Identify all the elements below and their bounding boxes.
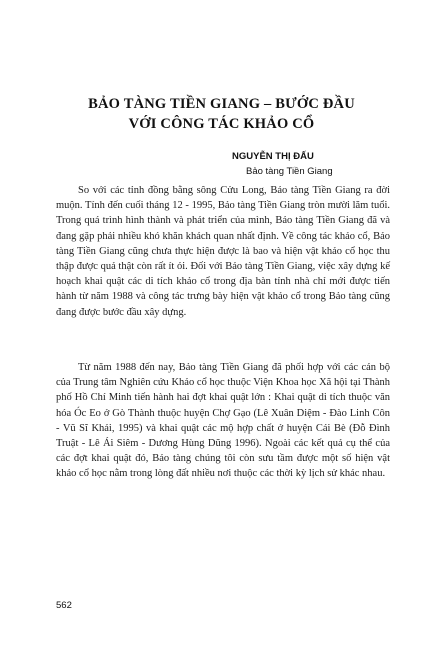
author-affiliation: Bảo tàng Tiền Giang (246, 166, 333, 177)
author-name: NGUYỄN THỊ ĐẤU (232, 151, 314, 162)
body-paragraph-1: So với các tỉnh đồng bằng sông Cửu Long, Bảo tàng Tiền Giang ra đời muộn. Tính đến cuối tháng 12 - 1995, Bảo tàng Tiền Giang tròn mười lăm tuổi. Trong quá trình hình thành và phát triển của mình, Bảo tàng Tiền Giang đã và đang gặp phải nhiều khó khăn khách quan nhất định. Về công tác khảo cổ, Bảo tàng Tiền Giang cũng chưa thực hiện được là bao và hiện vật khảo cổ học thu thập được quả thật còn rất ít ỏi. Đối với Bảo tàng Tiền Giang, việc xây dựng kế hoạch khai quật các di tích khảo cổ trong địa bàn tỉnh nhà chỉ mới được tiến hành từ năm 1988 và công tác trưng bày hiện vật khảo cổ trong Bảo tàng cũng đang được bước đầu xây dựng. (56, 185, 390, 318)
body-paragraph-2: Từ năm 1988 đến nay, Bảo tàng Tiền Giang đã phối hợp với các cán bộ của Trung tâm Nghiên cứu Khảo cổ học thuộc Viện Khoa học Xã hội tại Thành phố Hồ Chí Minh tiến hành hai đợt khai quật lớn : Khai quật di tích thuộc văn hóa Óc Eo ở Gò Thành thuộc huyện Chợ Gạo (Lê Xuân Diệm - Đào Linh Côn - Vũ Sĩ Khải, 1995) và khai quật các mộ hợp chất ở huyện Cái Bè (Đỗ Đình Truật - Lê Ái Siêm - Dương Hùng Dũng 1996). Ngoài các kết quả cụ thể của các đợt khai quật đó, Bảo tàng chúng tôi còn sưu tầm được một số hiện vật khảo cổ học nằm trong lòng đất nhiều nơi thuộc các thời kỳ lịch sử khác nhau. (56, 362, 390, 480)
page-number: 562 (56, 600, 72, 611)
article-title-line-2: VỚI CÔNG TÁC KHẢO CỔ (128, 116, 315, 132)
article-title-line-1: BẢO TÀNG TIỀN GIANG – BƯỚC ĐẦU (88, 96, 355, 112)
